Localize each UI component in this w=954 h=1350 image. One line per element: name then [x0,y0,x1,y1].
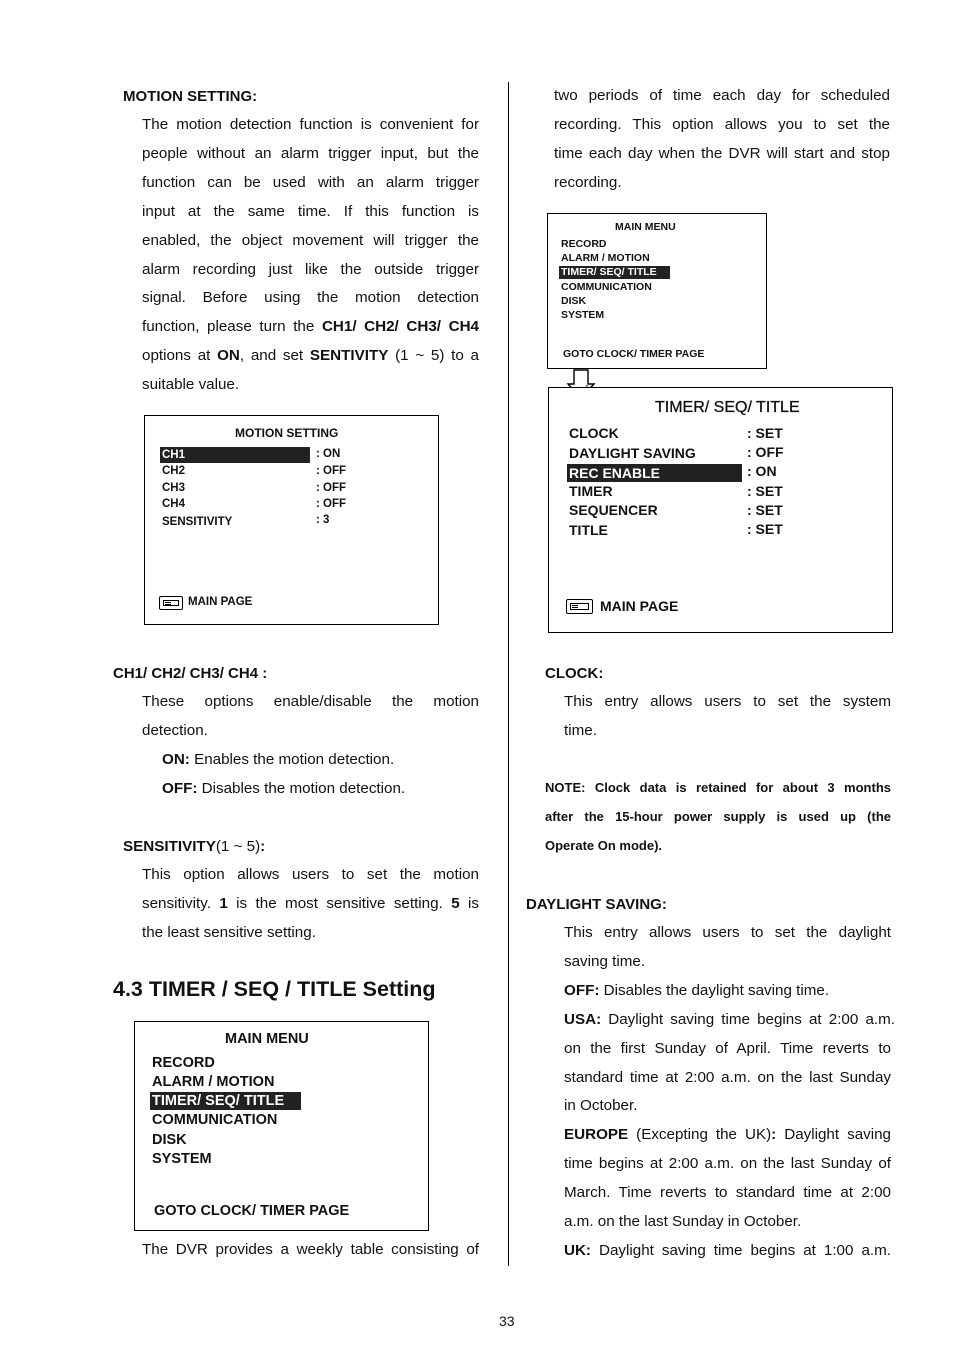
text-line: time. [564,721,597,739]
text-line: after the 15-hour power supply is used up (the [545,808,891,824]
text-line: This entry allows users to set the system [564,693,891,710]
text-line: function can be used with an alarm trigger [142,173,479,191]
page-number: 33 [499,1313,515,1329]
text-line: recording. [554,173,622,191]
text-line: enabled, the object movement will trigger the [142,231,479,249]
text-line: sensitivity. 1 is the most sensitive setting. 5 is [142,894,479,912]
column-divider [508,82,509,1266]
clock-heading: CLOCK: [545,665,604,682]
menu-item-alarm-motion[interactable]: ALARM / MOTION [561,252,650,264]
menu-value: : SET [747,521,783,537]
text-line: suitable value. [142,376,240,394]
text-line: in October. [564,1097,638,1115]
text-line: OFF: Disables the daylight saving time. [564,981,830,999]
menu-item-timer-seq-title[interactable]: TIMER/ SEQ/ TITLE [559,266,670,279]
text-line: two periods of time each day for scheduled [554,87,890,104]
text-line: This entry allows users to set the daylight [564,924,891,941]
menu-item-communication[interactable]: COMMUNICATION [152,1112,278,1128]
motion-setting-heading: MOTION SETTING: [123,88,258,105]
text-line: time begins at 2:00 a.m. on the last Sunday of [564,1155,891,1173]
menu-item-disk[interactable]: DISK [561,295,587,307]
menu-item-timer-seq-title[interactable]: TIMER/ SEQ/ TITLE [150,1092,301,1110]
clock-note [545,774,891,861]
text-line: The motion detection function is convenient for [142,116,479,133]
text-line: UK: Daylight saving time begins at 1:00 a.m. [564,1241,891,1259]
menu-item-system[interactable]: SYSTEM [561,309,605,321]
menu-value: : SET [747,502,783,518]
menu-row-title[interactable]: TITLE [569,522,608,538]
goto-clock-timer-link[interactable]: GOTO CLOCK/ TIMER PAGE [563,348,705,360]
menu-row-timer[interactable]: TIMER [569,483,613,499]
menu-item-record[interactable]: RECORD [561,238,607,250]
dvr-paragraph [142,1236,479,1265]
menu-item-alarm-motion[interactable]: ALARM / MOTION [152,1074,275,1090]
menu-value: : OFF [316,465,347,477]
text-line: function, please turn the CH1/ CH2/ CH3/ CH4 [142,318,479,336]
menu-row-daylight-saving[interactable]: DAYLIGHT SAVING [569,445,696,461]
off-line: OFF: Disables the motion detection. [162,780,406,797]
text-line: a.m. on the last Sunday in October. [564,1213,802,1231]
text-line: detection. [142,721,208,739]
daylight-saving-paragraph [564,919,895,1266]
text-line: Operate On mode). [545,837,663,853]
main-page-link[interactable]: MAIN PAGE [600,598,679,614]
menu-value: : ON [747,463,777,479]
text-line: signal. Before using the motion detection [142,289,479,307]
text-line: on the first Sunday of April. Time reverts to [564,1039,891,1057]
menu-value: : ON [316,448,341,460]
text-line: These options enable/disable the motion [142,693,479,710]
main-page-link[interactable]: MAIN PAGE [188,596,253,608]
keyboard-icon [566,599,593,614]
on-line: ON: Enables the motion detection. [162,751,395,768]
text-line: time each day when the DVR will start and stop [554,144,890,162]
menu-title: MAIN MENU [615,221,676,233]
menu-row-ch4[interactable]: CH4 [162,498,186,510]
menu-title: MOTION SETTING [235,426,339,440]
menu-title: MAIN MENU [225,1031,309,1047]
text-line: the least sensitive setting. [142,923,316,941]
menu-value: : OFF [316,482,347,494]
motion-setting-menu [144,415,439,625]
menu-row-ch1[interactable]: CH1 [160,447,310,463]
menu-row-ch3[interactable]: CH3 [162,482,186,494]
menu-row-clock[interactable]: CLOCK [569,425,619,441]
text-line: NOTE: Clock data is retained for about 3 months [545,780,891,795]
text-line: people without an alarm trigger input, but the [142,144,479,162]
menu-value: : OFF [747,444,784,460]
menu-row-sensitivity[interactable]: SENSITIVITY [162,516,233,528]
menu-title: TIMER/ SEQ/ TITLE [655,399,800,416]
text-line: This option allows users to set the motion [142,866,479,883]
text-line: standard time at 2:00 a.m. on the last Sunday [564,1068,891,1086]
text-line: March. Time reverts to standard time at 2:00 [564,1184,891,1202]
menu-value: : OFF [316,498,347,510]
menu-value: : 3 [316,514,330,526]
ch-paragraph [142,688,479,746]
clock-paragraph [564,688,891,746]
menu-item-system[interactable]: SYSTEM [152,1151,212,1167]
intro-paragraph [554,82,890,198]
keyboard-icon [159,596,183,610]
motion-paragraph [142,111,479,400]
menu-row-sequencer[interactable]: SEQUENCER [569,502,658,518]
sensitivity-paragraph [142,861,479,948]
text-line: input at the same time. If this function is [142,202,479,220]
menu-item-record[interactable]: RECORD [152,1055,215,1071]
goto-clock-timer-link[interactable]: GOTO CLOCK/ TIMER PAGE [154,1203,350,1219]
daylight-saving-heading: DAYLIGHT SAVING: [526,896,667,913]
main-menu-small [547,213,767,369]
text-line: options at ON, and set SENTIVITY (1 ~ 5) to a [142,347,479,365]
menu-value: : SET [747,425,783,441]
text-line: recording. This option allows you to set the [554,115,890,133]
section-title: 4.3 TIMER / SEQ / TITLE Setting [113,977,436,1001]
menu-item-disk[interactable]: DISK [152,1132,187,1148]
text-line: EUROPE (Excepting the UK): Daylight saving [564,1126,892,1144]
timer-seq-title-menu [548,387,893,633]
text-line: saving time. [564,952,646,970]
menu-value: : SET [747,483,783,499]
sensitivity-heading: SENSITIVITY(1 ~ 5): [123,838,266,855]
main-menu-large [134,1021,429,1231]
ch-heading: CH1/ CH2/ CH3/ CH4 : [113,665,268,682]
text-line: USA: Daylight saving time begins at 2:00 a.m. [564,1010,895,1028]
text-line: The DVR provides a weekly table consisting of [142,1241,479,1258]
text-line: alarm recording just like the outside trigger [142,260,479,278]
menu-row-ch2[interactable]: CH2 [162,465,186,477]
menu-row-rec-enable[interactable]: REC ENABLE [567,464,742,482]
menu-item-communication[interactable]: COMMUNICATION [561,281,652,293]
